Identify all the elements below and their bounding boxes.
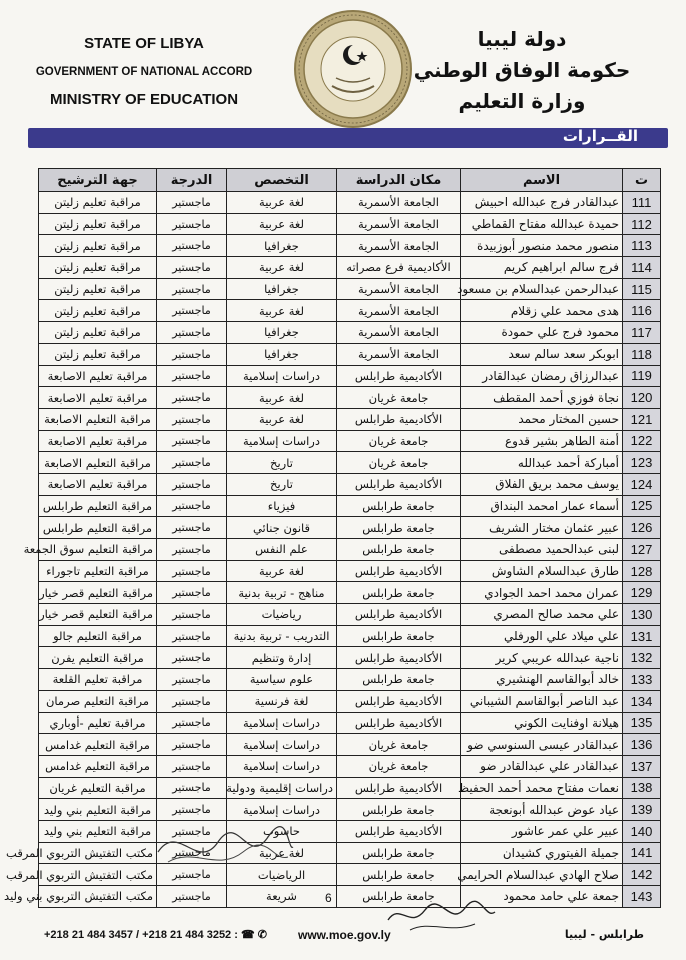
row-number: 142 — [623, 864, 661, 886]
nominating-body: مراقبة التعليم بني وليد — [39, 820, 157, 842]
row-number: 133 — [623, 669, 661, 691]
student-name: علي ميلاد علي الورفلي — [461, 625, 623, 647]
table-row — [39, 365, 661, 387]
footer-city: طرابلس - ليبيا — [564, 928, 644, 941]
student-name: عياد عوض عبدالله أبونعجة — [461, 799, 623, 821]
row-number: 132 — [623, 647, 661, 669]
state-name-en: STATE OF LIBYA — [84, 35, 204, 52]
table-row — [39, 777, 661, 799]
specialty: دراسات إقليمية ودولية — [227, 777, 337, 799]
row-number: 143 — [623, 886, 661, 908]
study-place: جامعة طرابلس — [337, 539, 461, 561]
nominating-body: مراقبة التعليم قصر خيار — [39, 604, 157, 626]
specialty: علم النفس — [227, 539, 337, 561]
specialty: لغة عربية — [227, 213, 337, 235]
specialty: جغرافيا — [227, 278, 337, 300]
row-number: 114 — [623, 257, 661, 279]
nominating-body: مراقبة التعليم يفرن — [39, 647, 157, 669]
table-row — [39, 755, 661, 777]
row-number: 120 — [623, 387, 661, 409]
table-row — [39, 669, 661, 691]
student-name: هدى محمد علي زقلام — [461, 300, 623, 322]
study-place: الأكاديمية طرابلس — [337, 365, 461, 387]
table-row — [39, 452, 661, 474]
student-name: نجاة فوزي أحمد المقطف — [461, 387, 623, 409]
student-name: علي محمد صالح المصري — [461, 604, 623, 626]
student-name: حسين المختار محمد — [461, 408, 623, 430]
specialty: فيزياء — [227, 495, 337, 517]
row-number: 124 — [623, 473, 661, 495]
degree: ماجستير — [157, 625, 227, 647]
student-name: عبدالرحمن عبدالسلام بن مسعود — [461, 278, 623, 300]
student-name: يوسف محمد بريق الفلاق — [461, 473, 623, 495]
row-number: 131 — [623, 625, 661, 647]
study-place: الأكاديمية فرع مصراته — [337, 257, 461, 279]
nominating-body: مراقبة التعليم غدامس — [39, 755, 157, 777]
specialty: دراسات إسلامية — [227, 734, 337, 756]
study-place: الأكاديمية طرابلس — [337, 647, 461, 669]
study-place: جامعة طرابلس — [337, 842, 461, 864]
degree: ماجستير — [157, 799, 227, 821]
specialty: إدارة وتنظيم — [227, 647, 337, 669]
nominating-body: مراقبة تعليم الاصابعة — [39, 365, 157, 387]
specialty: جغرافيا — [227, 322, 337, 344]
student-name: عبير علي عمر عاشور — [461, 820, 623, 842]
specialty: تاريخ — [227, 473, 337, 495]
degree: ماجستير — [157, 582, 227, 604]
table-row — [39, 604, 661, 626]
specialty: علوم سياسية — [227, 669, 337, 691]
student-name: محمود فرج علي حمودة — [461, 322, 623, 344]
student-name: عبد الناصر أبوالقاسم الشيباني — [461, 690, 623, 712]
table-row — [39, 712, 661, 734]
table-row — [39, 690, 661, 712]
specialty: مناهج - تربية بدنية — [227, 582, 337, 604]
nominating-body: مراقبة تعليم زليتن — [39, 192, 157, 214]
arabic-letterhead — [392, 24, 652, 117]
table-row — [39, 192, 661, 214]
nominating-body: مراقبة تعليم زليتن — [39, 322, 157, 344]
row-number: 115 — [623, 278, 661, 300]
degree: ماجستير — [157, 343, 227, 365]
student-name: حميدة عبدالله مفتاح القماطي — [461, 213, 623, 235]
nominating-body: مكتب التفتيش التربوي المرقب — [39, 842, 157, 864]
nominating-body: مراقبة التعليم بني وليد — [39, 799, 157, 821]
handwritten-signature — [148, 812, 298, 882]
degree: ماجستير — [157, 777, 227, 799]
ministry-name-en: MINISTRY OF EDUCATION — [49, 91, 239, 108]
student-name: طارق عبدالسلام الشاوش — [461, 560, 623, 582]
row-number: 122 — [623, 430, 661, 452]
nominating-body: مراقبة تعليم زليتن — [39, 278, 157, 300]
ministry-name-ar: وزارة التعليم — [458, 89, 586, 113]
table-row — [39, 300, 661, 322]
row-number: 129 — [623, 582, 661, 604]
study-place: جامعة غريان — [337, 755, 461, 777]
study-place: الجامعة الأسمرية — [337, 235, 461, 257]
nominating-body: مراقبة تعليم الاصابعة — [39, 387, 157, 409]
nominating-body: مراقبة تعليم الاصابعة — [39, 430, 157, 452]
degree: ماجستير — [157, 647, 227, 669]
table-row — [39, 322, 661, 344]
table-row — [39, 539, 661, 561]
degree: ماجستير — [157, 213, 227, 235]
specialty: رياضيات — [227, 604, 337, 626]
nominating-body: مراقبة التعليم تاجوراء — [39, 560, 157, 582]
specialty: دراسات إسلامية — [227, 712, 337, 734]
row-number: 138 — [623, 777, 661, 799]
nominating-body: مراقبة التعليم قصر خيار — [39, 582, 157, 604]
row-number: 139 — [623, 799, 661, 821]
nominating-body: مراقبة التعليم الاصابعة — [39, 408, 157, 430]
table-row — [39, 387, 661, 409]
study-place: جامعة طرابلس — [337, 886, 461, 908]
student-name: هيلانة اوفنايت الكوني — [461, 712, 623, 734]
nominating-body: مكتب التفتيش التربوي بني وليد — [39, 886, 157, 908]
specialty: تاريخ — [227, 452, 337, 474]
col-header-name: الاسم — [461, 169, 623, 192]
degree: ماجستير — [157, 820, 227, 842]
student-name: عمران محمد احمد الجوادي — [461, 582, 623, 604]
study-place: جامعة غريان — [337, 452, 461, 474]
row-number: 113 — [623, 235, 661, 257]
decisions-table — [4, 168, 661, 908]
study-place: الجامعة الأسمرية — [337, 213, 461, 235]
col-header-study-place: مكان الدراسة — [337, 169, 461, 192]
table-row — [39, 517, 661, 539]
specialty: دراسات إسلامية — [227, 430, 337, 452]
degree: ماجستير — [157, 322, 227, 344]
specialty: دراسات إسلامية — [227, 365, 337, 387]
specialty: لغة عربية — [227, 842, 337, 864]
study-place: الأكاديمية طرابلس — [337, 604, 461, 626]
row-number: 141 — [623, 842, 661, 864]
nominating-body: مراقبة التعليم صرمان — [39, 690, 157, 712]
study-place: جامعة طرابلس — [337, 517, 461, 539]
degree: ماجستير — [157, 734, 227, 756]
study-place: جامعة طرابلس — [337, 582, 461, 604]
degree: ماجستير — [157, 257, 227, 279]
table-row — [39, 473, 661, 495]
state-name-ar: دولة ليبيا — [477, 27, 567, 51]
section-title: القــرارات — [562, 127, 638, 145]
student-name: صلاح الهادي عبدالسلام الحرايمي — [461, 864, 623, 886]
row-number: 126 — [623, 517, 661, 539]
student-name: نعمات مفتاح محمد أحمد الحفيظ — [461, 777, 623, 799]
student-name: أمباركة أحمد عبدالله — [461, 452, 623, 474]
nominating-body: مراقبة تعليم زليتن — [39, 235, 157, 257]
nominating-body: مراقبة التعليم طرابلس — [39, 517, 157, 539]
degree: ماجستير — [157, 712, 227, 734]
student-name: أسماء عمار امحمد البنداق — [461, 495, 623, 517]
row-number: 112 — [623, 213, 661, 235]
row-number: 121 — [623, 408, 661, 430]
degree: ماجستير — [157, 604, 227, 626]
study-place: جامعة طرابلس — [337, 864, 461, 886]
degree: ماجستير — [157, 669, 227, 691]
student-name: منصور محمد منصور أبوزبيدة — [461, 235, 623, 257]
footer-phone: +218 21 484 3457 / +218 21 484 3252 : ☎ ✆ — [44, 929, 267, 941]
row-number: 137 — [623, 755, 661, 777]
row-number: 117 — [623, 322, 661, 344]
nominating-body: مكتب التفتيش التربوي المرقب — [39, 864, 157, 886]
nominating-body: مراقبة تعليم زليتن — [39, 213, 157, 235]
study-place: الجامعة الأسمرية — [337, 300, 461, 322]
study-place: جامعة طرابلس — [337, 625, 461, 647]
study-place: الأكاديمية طرابلس — [337, 690, 461, 712]
specialty: حاسوب — [227, 820, 337, 842]
degree: ماجستير — [157, 690, 227, 712]
degree: ماجستير — [157, 192, 227, 214]
study-place: جامعة طرابلس — [337, 799, 461, 821]
degree: ماجستير — [157, 387, 227, 409]
specialty: دراسات إسلامية — [227, 755, 337, 777]
table-row — [39, 820, 661, 842]
student-name: لبنى عبدالحميد مصطفى — [461, 539, 623, 561]
study-place: جامعة غريان — [337, 387, 461, 409]
specialty: لغة عربية — [227, 387, 337, 409]
nominating-body: مراقبة التعليم جالو — [39, 625, 157, 647]
specialty: لغة عربية — [227, 408, 337, 430]
government-name-ar: حكومة الوفاق الوطني — [413, 58, 631, 82]
degree: ماجستير — [157, 560, 227, 582]
specialty: شريعة — [227, 886, 337, 908]
specialty: دراسات إسلامية — [227, 799, 337, 821]
study-place: جامعة غريان — [337, 734, 461, 756]
degree: ماجستير — [157, 365, 227, 387]
degree: ماجستير — [157, 278, 227, 300]
government-name-en: GOVERNMENT OF NATIONAL ACCORD — [35, 66, 253, 78]
study-place: جامعة غريان — [337, 430, 461, 452]
page-number: 6 — [325, 891, 332, 905]
degree: ماجستير — [157, 408, 227, 430]
specialty: لغة عربية — [227, 300, 337, 322]
study-place: الأكاديمية طرابلس — [337, 712, 461, 734]
nominating-body: مراقبة التعليم طرابلس — [39, 495, 157, 517]
student-name: فرج سالم ابراهيم كريم — [461, 257, 623, 279]
degree: ماجستير — [157, 539, 227, 561]
study-place: الأكاديمية طرابلس — [337, 473, 461, 495]
table-row — [39, 430, 661, 452]
table-row — [39, 864, 661, 886]
specialty: قانون جنائي — [227, 517, 337, 539]
table-row — [39, 734, 661, 756]
specialty: لغة عربية — [227, 560, 337, 582]
table-row — [39, 408, 661, 430]
table-header-row — [39, 169, 661, 192]
degree: ماجستير — [157, 864, 227, 886]
student-name: خالد أبوالقاسم الهنشيري — [461, 669, 623, 691]
nominating-body: مراقبة التعليم سوق الجمعة — [39, 539, 157, 561]
row-number: 125 — [623, 495, 661, 517]
row-number: 140 — [623, 820, 661, 842]
degree: ماجستير — [157, 473, 227, 495]
study-place: جامعة طرابلس — [337, 669, 461, 691]
table-row — [39, 625, 661, 647]
row-number: 111 — [623, 192, 661, 214]
student-name: عبدالرزاق رمضان عبدالقادر — [461, 365, 623, 387]
degree: ماجستير — [157, 235, 227, 257]
row-number: 119 — [623, 365, 661, 387]
specialty: جغرافيا — [227, 235, 337, 257]
english-letterhead — [14, 30, 274, 114]
degree: ماجستير — [157, 517, 227, 539]
degree: ماجستير — [157, 886, 227, 908]
table-row — [39, 842, 661, 864]
table-row — [39, 235, 661, 257]
nominating-body: مراقبة تعليم زليتن — [39, 343, 157, 365]
col-header-number: ت — [623, 169, 661, 192]
student-name: عبدالقادر فرج عبدالله احبيش — [461, 192, 623, 214]
row-number: 130 — [623, 604, 661, 626]
table-row — [39, 582, 661, 604]
table-row — [39, 886, 661, 908]
specialty: الرياضيات — [227, 864, 337, 886]
table-row — [39, 343, 661, 365]
nominating-body: مراقبة تعليم -أوباري — [39, 712, 157, 734]
nominating-body: مراقبة تعليم زليتن — [39, 257, 157, 279]
row-number: 116 — [623, 300, 661, 322]
row-number: 134 — [623, 690, 661, 712]
degree: ماجستير — [157, 452, 227, 474]
degree: ماجستير — [157, 755, 227, 777]
nominating-body: مراقبة تعليم زليتن — [39, 300, 157, 322]
degree: ماجستير — [157, 300, 227, 322]
row-number: 136 — [623, 734, 661, 756]
row-number: 127 — [623, 539, 661, 561]
footer-website[interactable]: www.moe.gov.ly — [298, 928, 391, 942]
study-place: الجامعة الأسمرية — [337, 343, 461, 365]
table-row — [39, 257, 661, 279]
student-name: عبدالقادر عيسى السنوسي ضو — [461, 734, 623, 756]
student-name: ناجية عبدالله عريبي كرير — [461, 647, 623, 669]
table-row — [39, 278, 661, 300]
table-row — [39, 495, 661, 517]
student-name: ابوبكر سعد سالم سعد — [461, 343, 623, 365]
specialty: لغة فرنسية — [227, 690, 337, 712]
specialty: لغة عربية — [227, 257, 337, 279]
student-name: جميلة الفيتوري كشيدان — [461, 842, 623, 864]
row-number: 135 — [623, 712, 661, 734]
student-name: جمعة علي حامد محمود — [461, 886, 623, 908]
specialty: جغرافيا — [227, 343, 337, 365]
table-row — [39, 799, 661, 821]
table-row — [39, 647, 661, 669]
col-header-specialty: التخصص — [227, 169, 337, 192]
study-place: الأكاديمية طرابلس — [337, 820, 461, 842]
nominating-body: مراقبة التعليم الاصابعة — [39, 452, 157, 474]
col-header-nominating-body: جهة الترشيح — [39, 169, 157, 192]
row-number: 128 — [623, 560, 661, 582]
handwritten-signature-bottom — [380, 890, 500, 940]
nominating-body: مراقبة تعليم القلعة — [39, 669, 157, 691]
col-header-degree: الدرجة — [157, 169, 227, 192]
row-number: 118 — [623, 343, 661, 365]
study-place: الأكاديمية طرابلس — [337, 408, 461, 430]
study-place: الجامعة الأسمرية — [337, 192, 461, 214]
table-row — [39, 560, 661, 582]
nominating-body: مراقبة تعليم الاصابعة — [39, 473, 157, 495]
table-row — [39, 213, 661, 235]
degree: ماجستير — [157, 842, 227, 864]
study-place: الجامعة الأسمرية — [337, 322, 461, 344]
student-name: أمنة الطاهر بشير قدوع — [461, 430, 623, 452]
study-place: الأكاديمية طرابلس — [337, 777, 461, 799]
degree: ماجستير — [157, 430, 227, 452]
student-name: عبدالقادر علي عبدالقادر ضو — [461, 755, 623, 777]
degree: ماجستير — [157, 495, 227, 517]
study-place: الجامعة الأسمرية — [337, 278, 461, 300]
specialty: التدريب - تربية بدنية — [227, 625, 337, 647]
row-number: 123 — [623, 452, 661, 474]
study-place: جامعة طرابلس — [337, 495, 461, 517]
study-place: الأكاديمية طرابلس — [337, 560, 461, 582]
nominating-body: مراقبة التعليم غريان — [39, 777, 157, 799]
student-name: عبير عثمان مختار الشريف — [461, 517, 623, 539]
specialty: لغة عربية — [227, 192, 337, 214]
section-title-band — [28, 128, 668, 148]
nominating-body: مراقبة التعليم غدامس — [39, 734, 157, 756]
